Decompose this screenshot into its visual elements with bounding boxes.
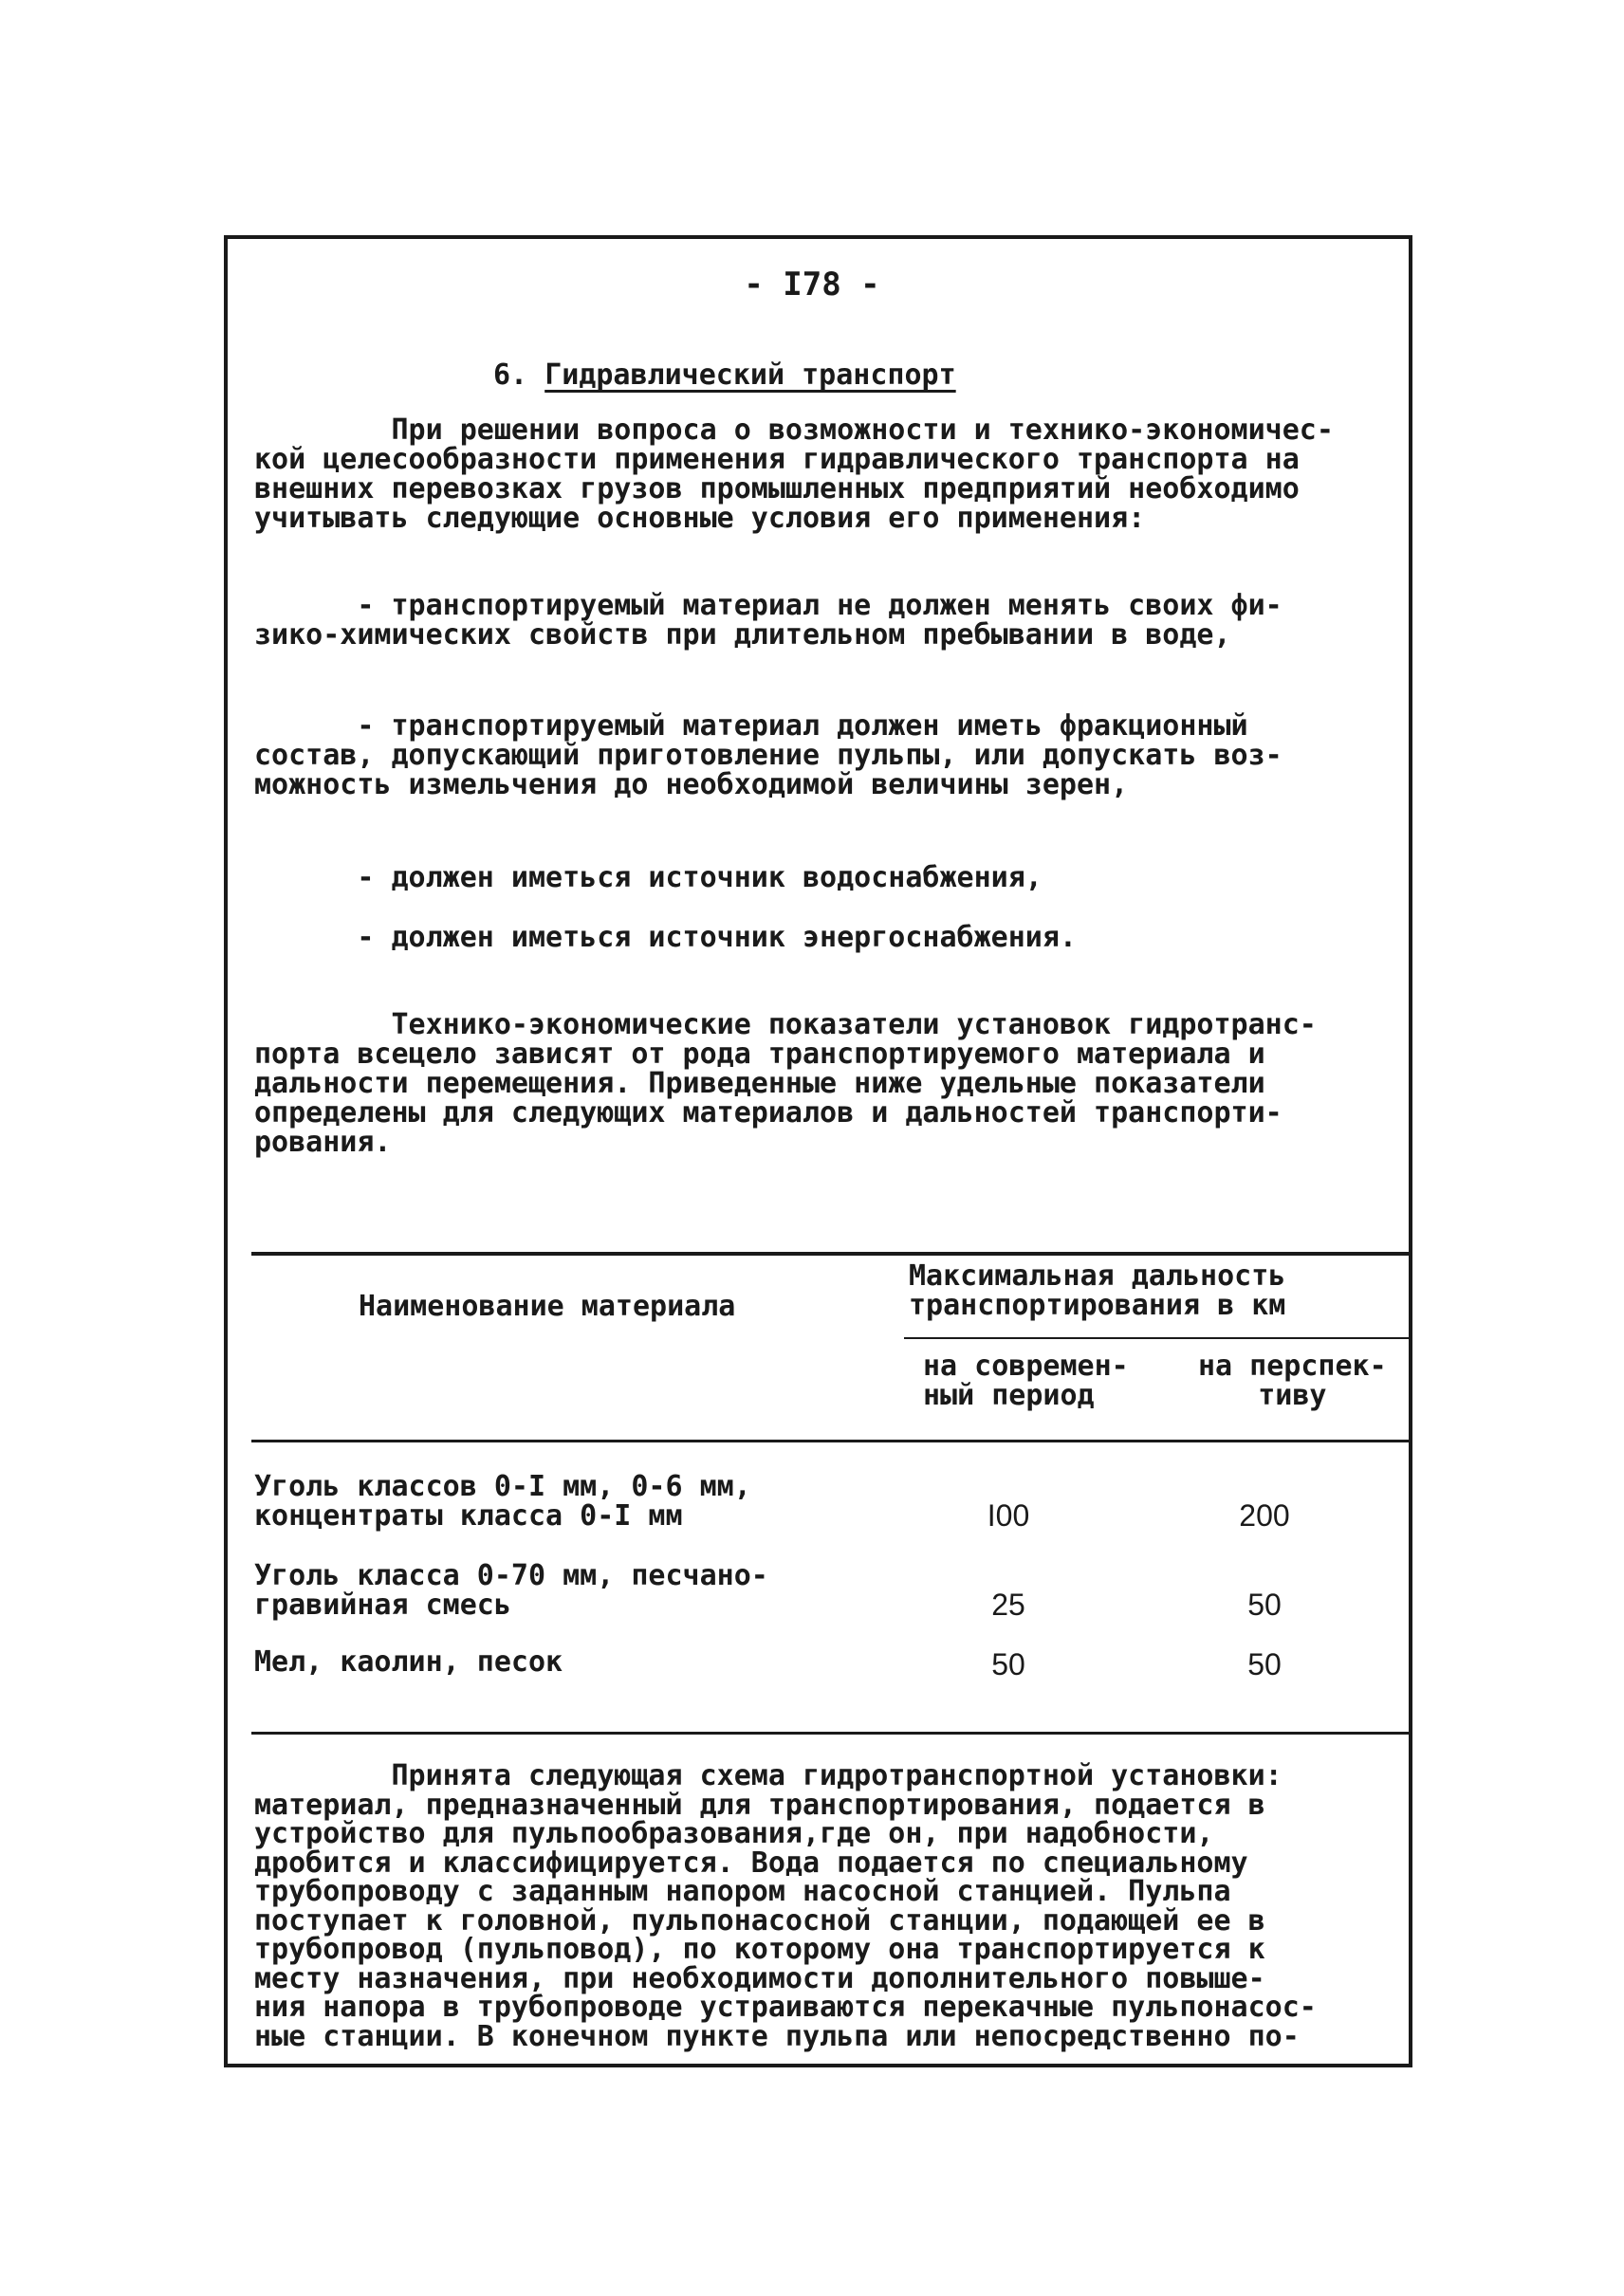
- condition-item-1: - транспортируемый материал не должен менять своих фи- зико-химических свойств при длительном пребывании в воде,: [254, 589, 1283, 652]
- header-divider: [904, 1337, 1411, 1339]
- header-distance: Максимальная дальность транспортирования в км: [909, 1259, 1286, 1322]
- header-material: Наименование материала: [359, 1290, 736, 1323]
- row-material: Уголь классов 0-I мм, 0-6 мм, концентраты класса 0-I мм: [254, 1470, 751, 1533]
- row-current: 25: [991, 1588, 1025, 1622]
- subheader-future: на перспек- тиву: [1198, 1350, 1387, 1412]
- section-heading: [493, 358, 956, 392]
- header-bottom-rule: [251, 1440, 1411, 1442]
- row-future: 50: [1247, 1588, 1282, 1622]
- condition-item-4: - должен иметься источник энергоснабжения.: [254, 921, 1077, 954]
- row-future: 200: [1239, 1498, 1290, 1533]
- row-material: Уголь класса 0-70 мм, песчано- гравийная смесь: [254, 1559, 768, 1622]
- scheme-paragraph: Принята следующая схема гидротранспортной установки: материал, предназначенный для транспортирования, подается в устройство для пульпообразования,где он, при надобности, дробится и классифицируется. Вода подается по специальному трубопроводу с заданным напором насосной станцией. Пульпа поступает к головной, пульпонасосной станции, подающей ее в трубопровод (пульповод), по которому она транспортируется к месту назначения, при необходимости дополнительного повыше- ния напора в трубопроводе устраиваются перекачные пульпонасос- ные станции. В конечном пункте пульпа или непосредственно по-: [254, 1759, 1317, 2053]
- page-number: - I78 -: [744, 266, 880, 303]
- condition-item-2: - транспортируемый материал должен иметь фракционный состав, допускающий приготовление пульпы, или допускать воз- можность измельчения до необходимой величины зерен,: [254, 709, 1283, 801]
- table-top-rule: [251, 1252, 1411, 1256]
- condition-item-3: - должен иметься источник водоснабжения,: [254, 861, 1043, 894]
- row-material: Мел, каолин, песок: [254, 1645, 563, 1679]
- table-bottom-rule: [251, 1732, 1411, 1735]
- row-current: 50: [991, 1647, 1025, 1681]
- row-future: 50: [1247, 1647, 1282, 1681]
- subheader-current: на современ- ный период: [923, 1350, 1129, 1412]
- indicators-paragraph: Технико-экономические показатели установок гидротранс- порта всецело зависят от рода транспортируемого материала и дальности перемещения. Приведенные ниже удельные показатели определены для следующих материалов и дальностей транспорти- рования.: [254, 1008, 1317, 1159]
- row-current: I00: [987, 1498, 1030, 1533]
- section-number: 6.: [493, 358, 528, 392]
- section-title: Гидравлический транспорт: [544, 358, 956, 392]
- intro-paragraph: При решении вопроса о возможности и технико-экономичес- кой целесообразности применения гидравлического транспорта на внешних перевозках грузов промышленных предприятий необходимо учитывать следующие основные условия его применения:: [254, 413, 1334, 535]
